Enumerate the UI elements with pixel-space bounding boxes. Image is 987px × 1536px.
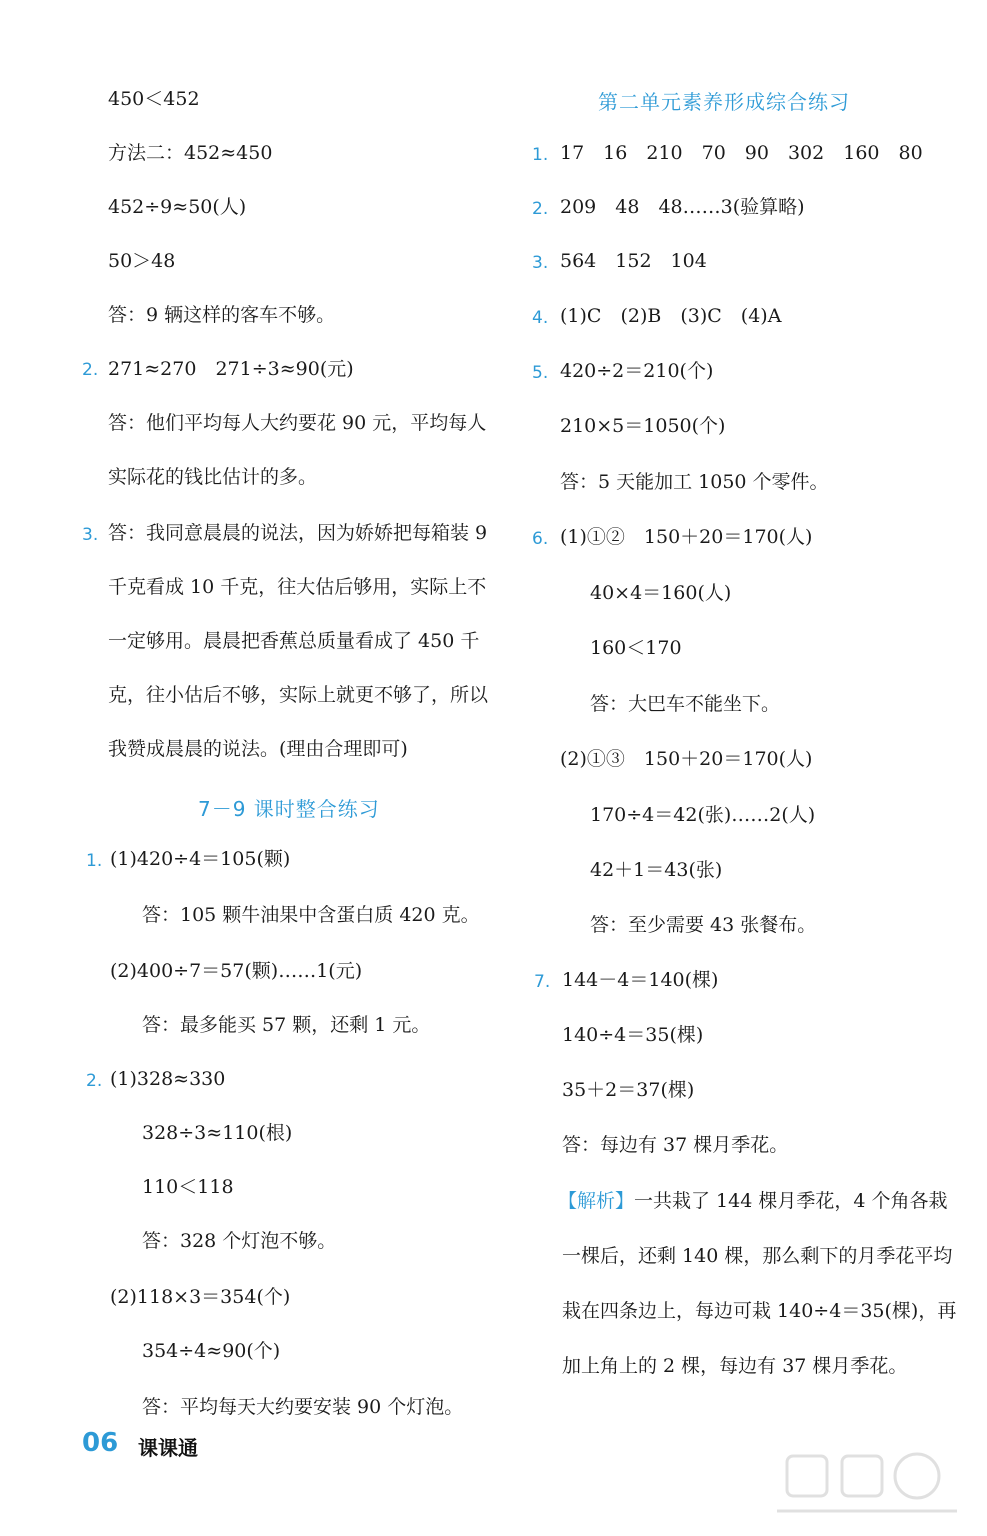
answer-line: (1)①② 150＋20＝170(人) bbox=[560, 526, 813, 548]
question-number: 3. bbox=[532, 253, 549, 273]
answer-line: 564 152 104 bbox=[560, 250, 707, 272]
answer-line: 170÷4＝42(张)……2(人) bbox=[590, 804, 816, 826]
answer-line: (1)328≈330 bbox=[110, 1068, 226, 1090]
answer-line: 35＋2＝37(棵) bbox=[562, 1079, 695, 1101]
answer-line: 140÷4＝35(棵) bbox=[562, 1024, 704, 1046]
question-number: 2. bbox=[82, 360, 99, 380]
question-number: 5. bbox=[532, 363, 549, 383]
answer-line: 271≈270 271÷3≈90(元) bbox=[108, 358, 354, 380]
answer-line: 答：每边有 37 棵月季花。 bbox=[562, 1134, 789, 1156]
answer-line: 答：最多能买 57 颗，还剩 1 元。 bbox=[142, 1014, 431, 1036]
book-title: 课课通 bbox=[138, 1436, 198, 1460]
answer-line: 450＜452 bbox=[108, 88, 200, 110]
answer-line: 354÷4≈90(个) bbox=[142, 1340, 281, 1362]
answer-line: (2)118×3＝354(个) bbox=[110, 1286, 291, 1308]
answer-line: 42＋1＝43(张) bbox=[590, 859, 723, 881]
answer-line: 328÷3≈110(根) bbox=[142, 1122, 293, 1144]
answer-line: 420÷2＝210(个) bbox=[560, 360, 714, 382]
question-number: 7. bbox=[534, 972, 551, 992]
question-number: 6. bbox=[532, 529, 549, 549]
analysis-line bbox=[558, 1188, 948, 1214]
answer-line: 144－4＝140(棵) bbox=[562, 969, 719, 991]
answer-line: 答：至少需要 43 张餐布。 bbox=[590, 914, 817, 936]
answer-line: (2)400÷7＝57(颗)……1(元) bbox=[110, 960, 363, 982]
question-number: 4. bbox=[532, 308, 549, 328]
answer-line: 17 16 210 70 90 302 160 80 bbox=[560, 142, 923, 164]
page-number: 06 bbox=[82, 1428, 119, 1458]
answer-line: 答：平均每天大约要安装 90 个灯泡。 bbox=[142, 1396, 464, 1418]
answer-line: 答：5 天能加工 1050 个零件。 bbox=[560, 471, 829, 493]
answer-line: 答：105 颗牛油果中含蛋白质 420 克。 bbox=[142, 904, 480, 926]
answer-line: 40×4＝160(人) bbox=[590, 582, 732, 604]
answer-line: 一定够用。晨晨把香蕉总质量看成了 450 千 bbox=[108, 630, 480, 652]
answer-line: 答：328 个灯泡不够。 bbox=[142, 1230, 337, 1252]
answer-line: 答：我同意晨晨的说法，因为娇娇把每箱装 9 bbox=[108, 522, 488, 544]
answer-line: 50＞48 bbox=[108, 250, 176, 272]
question-number: 1. bbox=[532, 145, 549, 165]
analysis-text: 一共栽了 144 棵月季花，4 个角各栽 bbox=[634, 1190, 948, 1212]
answer-line: (1)420÷4＝105(颗) bbox=[110, 848, 291, 870]
answer-line: 209 48 48……3(验算略) bbox=[560, 196, 805, 218]
question-number: 2. bbox=[86, 1071, 103, 1091]
analysis-tag: 【解析】 bbox=[558, 1190, 635, 1212]
watermark-stamp-icon bbox=[767, 1436, 967, 1526]
question-number: 3. bbox=[82, 525, 99, 545]
answer-line: 克，往小估后不够，实际上就更不够了，所以 bbox=[108, 684, 489, 706]
analysis-line: 栽在四条边上，每边可栽 140÷4＝35(棵)，再 bbox=[562, 1300, 957, 1322]
answer-line: (1)C (2)B (3)C (4)A bbox=[560, 305, 782, 327]
answer-line: 我赞成晨晨的说法。(理由合理即可) bbox=[108, 738, 408, 760]
analysis-line: 加上角上的 2 棵，每边有 37 棵月季花。 bbox=[562, 1355, 908, 1377]
answer-line: (2)①③ 150＋20＝170(人) bbox=[560, 748, 813, 770]
answer-line: 方法二：452≈450 bbox=[108, 142, 273, 164]
answer-line: 答：9 辆这样的客车不够。 bbox=[108, 304, 336, 326]
answer-line: 千克看成 10 千克，往大估后够用，实际上不 bbox=[108, 576, 487, 598]
answer-line: 210×5＝1050(个) bbox=[560, 415, 726, 437]
analysis-line: 一棵后，还剩 140 棵，那么剩下的月季花平均 bbox=[562, 1245, 953, 1267]
question-number: 2. bbox=[532, 199, 549, 219]
answer-line: 实际花的钱比估计的多。 bbox=[108, 466, 318, 488]
answer-line: 答：他们平均每人大约要花 90 元，平均每人 bbox=[108, 412, 487, 434]
question-number: 1. bbox=[86, 851, 103, 871]
section-title: 第二单元素养形成综合练习 bbox=[598, 90, 850, 114]
answer-line: 452÷9≈50(人) bbox=[108, 196, 247, 218]
answer-line: 110＜118 bbox=[142, 1176, 234, 1198]
answer-line: 答：大巴车不能坐下。 bbox=[590, 693, 781, 715]
section-title: 7－9 课时整合练习 bbox=[198, 797, 380, 821]
answer-line: 160＜170 bbox=[590, 637, 682, 659]
